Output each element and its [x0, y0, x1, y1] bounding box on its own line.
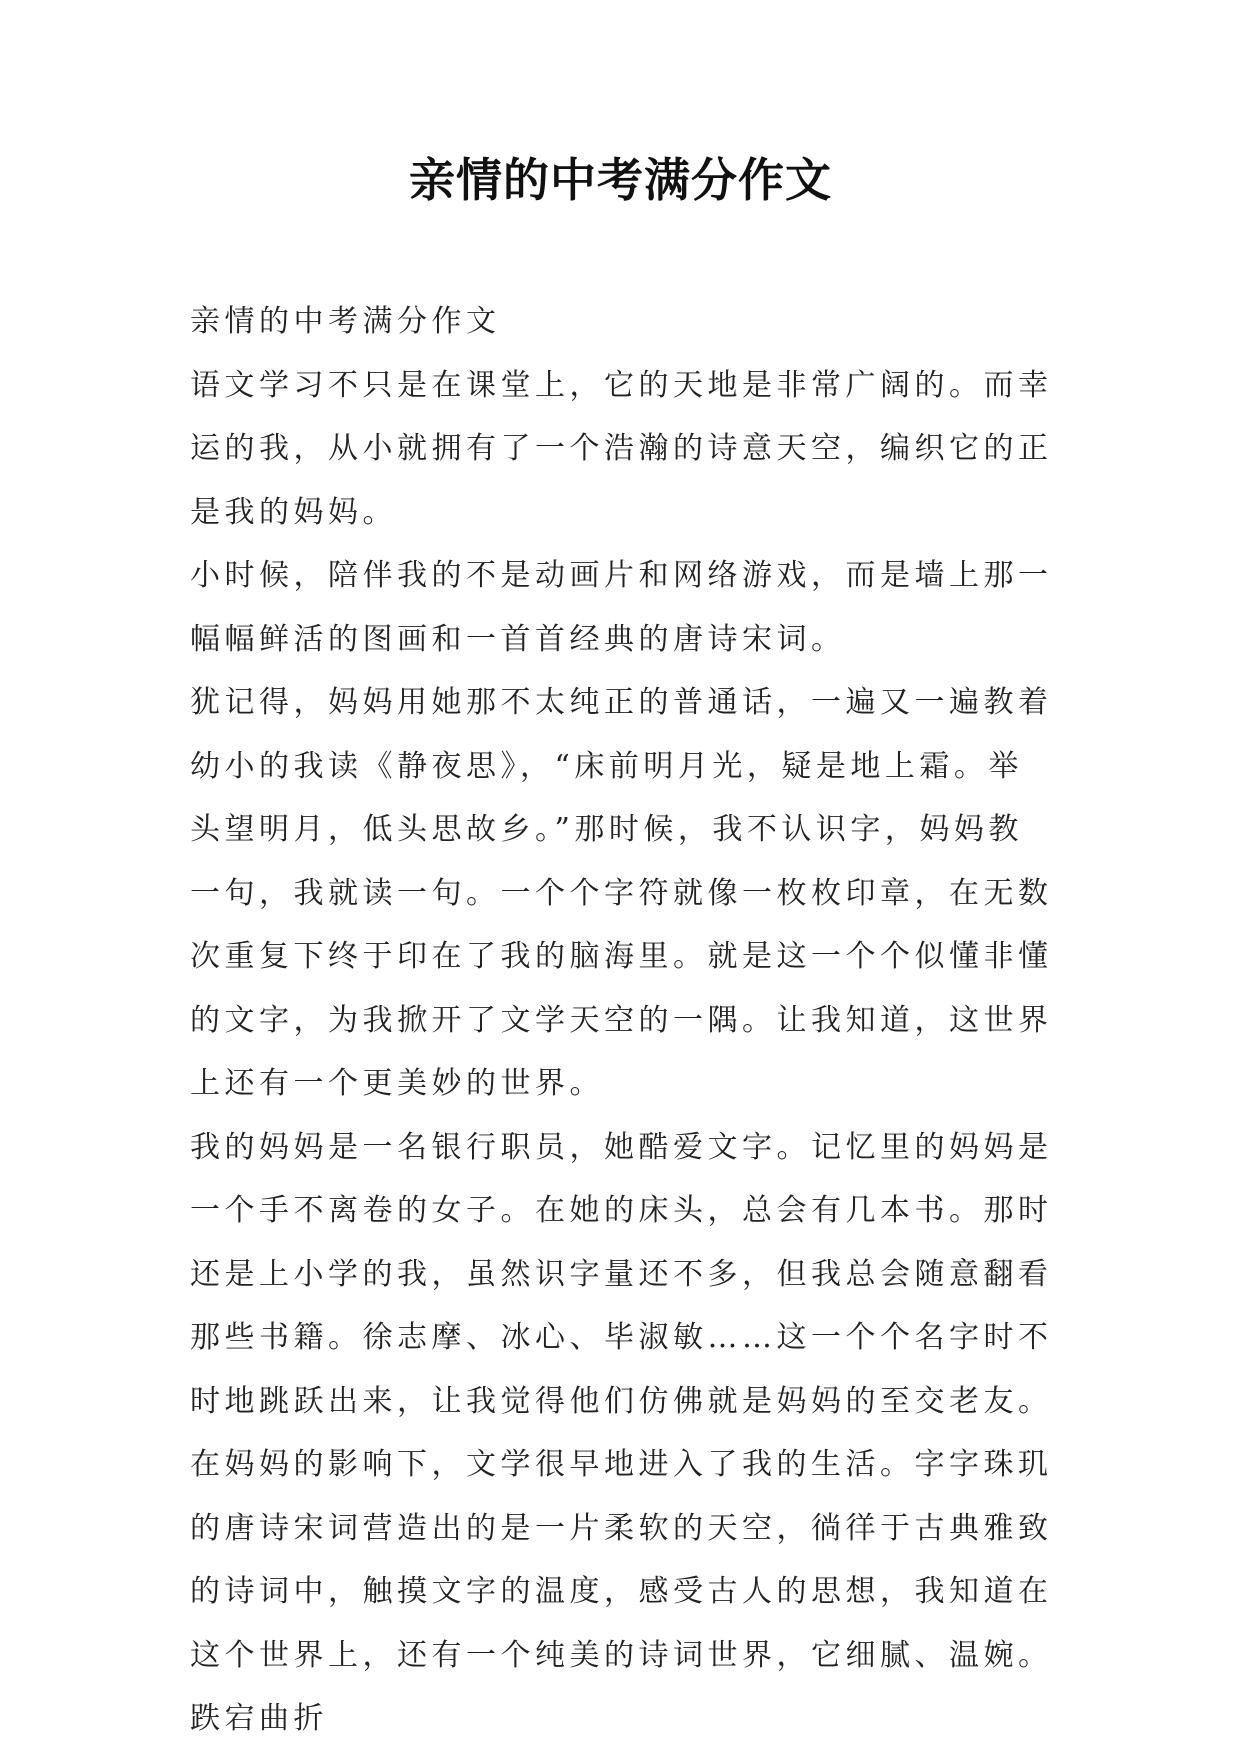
document-body [190, 290, 1053, 1751]
paragraph: 我的妈妈是一名银行职员，她酷爱文字。记忆里的妈妈是一个手不离卷的女子。在她的床头，总会有几本书。那时还是上小学的我，虽然识字量还不多，但我总会随意翻看那些书籍。徐志摩、冰心、毕淑敏……这一个个名字时不时地跳跃出来，让我觉得他们仿佛就是妈妈的至交老友。 [190, 1129, 1053, 1419]
paragraph: 犹记得，妈妈用她那不太纯正的普通话，一遍又一遍教着幼小的我读《静夜思》，“床前明月光，疑是地上霜。举头望明月，低头思故乡。”那时候，我不认识字，妈妈教一句，我就读一句。一个个字符就像一枚枚印章，在无数次重复下终于印在了我的脑海里。就是这一个个似懂非懂的文字，为我掀开了文学天空的一隅。让我知道，这世界上还有一个更美妙的世界。 [190, 685, 1053, 1101]
paragraph: 小时候，陪伴我的不是动画片和网络游戏，而是墙上那一幅幅鲜活的图画和一首首经典的唐诗宋词。 [190, 558, 1053, 657]
paragraph: 在妈妈的影响下，文学很早地进入了我的生活。字字珠玑的唐诗宋词营造出的是一片柔软的天空，徜徉于古典雅致的诗词中，触摸文字的温度，感受古人的思想，我知道在这个世界上，还有一个纯美的诗词世界，它细腻、温婉。跌宕曲折 [190, 1447, 1053, 1736]
paragraph-subtitle: 亲情的中考满分作文 [190, 304, 501, 339]
paragraph: 语文学习不只是在课堂上，它的天地是非常广阔的。而幸运的我，从小就拥有了一个浩瀚的诗意天空，编织它的正是我的妈妈。 [190, 367, 1053, 530]
document-title: 亲情的中考满分作文 [409, 153, 832, 207]
